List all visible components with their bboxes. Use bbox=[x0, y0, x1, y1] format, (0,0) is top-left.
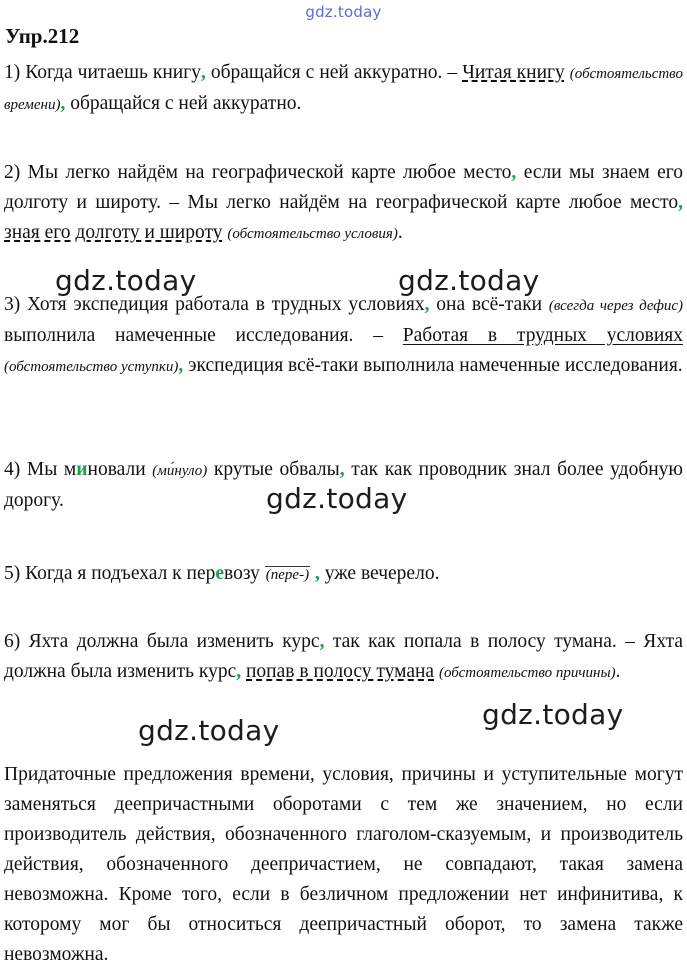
item3-note-1: (всегда через дефис) bbox=[548, 298, 683, 314]
watermark-5: gdz.today bbox=[138, 714, 280, 747]
watermark-2: gdz.today bbox=[398, 264, 540, 297]
item1-text-a: 1) Когда читаешь книгу bbox=[4, 62, 201, 83]
item2-text-c: . bbox=[397, 222, 403, 243]
item2-participle-phrase: зная его долготу и широту bbox=[4, 222, 223, 243]
item3-comma-2: , bbox=[178, 355, 184, 376]
item3-text-d: экспедиция всё-таки выполнила намеченные исследования. bbox=[183, 355, 683, 376]
item6-text-b: так как попала в полосу тумана. – Яхта должна была изменить курс bbox=[4, 631, 683, 682]
item3-participle-phrase: Работая в трудных условиях bbox=[402, 325, 683, 346]
answer-item-1 bbox=[4, 58, 683, 120]
exercise-title: Упр.212 bbox=[5, 24, 80, 48]
item4-text-c: крутые обвалы bbox=[207, 459, 340, 480]
answer-item-3 bbox=[4, 290, 683, 382]
item3-text-a: 3) Хотя экспедиция работала в трудных условиях bbox=[4, 294, 425, 315]
top-watermark: gdz.today bbox=[305, 3, 382, 21]
item4-text-d: так как проводник знал более удобную дорогу. bbox=[4, 459, 684, 511]
item2-note: (обстоятельство условия) bbox=[227, 226, 398, 242]
item6-text-c: . bbox=[615, 661, 621, 682]
item4-note: (ми́нуло) bbox=[152, 463, 208, 479]
item4-text-b: новали bbox=[87, 459, 153, 480]
item3-comma-1: , bbox=[424, 294, 430, 315]
item5-comma-1: , bbox=[310, 563, 320, 584]
item6-comma-1: , bbox=[319, 631, 325, 652]
watermark-1: gdz.today bbox=[55, 264, 197, 297]
item2-comma-1: , bbox=[511, 162, 517, 183]
answer-item-5 bbox=[4, 559, 683, 590]
item1-participle-phrase: Читая книгу bbox=[462, 62, 565, 83]
item3-note-2: (обстоятельство уступки) bbox=[4, 359, 179, 375]
item4-comma-1: , bbox=[339, 459, 345, 480]
item2-text-b: если мы знаем его долготу и широту. – Мы легко найдём на географической карте любое место bbox=[4, 162, 683, 213]
item1-text-c: обращайся с ней аккуратно. bbox=[65, 93, 302, 114]
item4-highlight-letter: и bbox=[76, 459, 88, 480]
item6-text-a: 6) Яхта должна была изменить курс bbox=[4, 631, 320, 652]
item5-text-b: возу bbox=[224, 563, 265, 584]
item6-note: (обстоятельство причины) bbox=[438, 665, 616, 681]
answer-item-2 bbox=[4, 158, 683, 249]
item6-comma-2: , bbox=[236, 661, 242, 682]
watermark-4: gdz.today bbox=[482, 698, 624, 731]
item1-text-b: обращайся с ней аккуратно. – bbox=[205, 62, 463, 83]
answer-item-6 bbox=[4, 627, 683, 688]
item5-note: (пере-) bbox=[265, 567, 310, 583]
item1-note: (обстоятельство времени) bbox=[4, 66, 683, 113]
item5-text-c: уже вечерело. bbox=[319, 563, 440, 584]
item1-comma-1: , bbox=[200, 62, 206, 83]
watermark-3: gdz.today bbox=[266, 482, 408, 515]
item2-text-a: 2) Мы легко найдём на географической карте любое место bbox=[4, 162, 512, 183]
item5-text-a: 5) Когда я подъехал к пер bbox=[4, 563, 216, 584]
item5-highlight-letter: е bbox=[215, 563, 225, 584]
item1-comma-2: , bbox=[60, 93, 66, 114]
item2-comma-2: , bbox=[678, 192, 683, 213]
item4-text-a: 4) Мы м bbox=[4, 459, 77, 480]
item3-text-b: она всё-таки bbox=[429, 294, 549, 315]
item3-text-c: выполнила намеченные исследования. – bbox=[4, 325, 403, 346]
item6-participle-phrase: попав в полосу тумана bbox=[246, 661, 435, 682]
rule-paragraph: Придаточные предложения времени, условия, причины и уступительные могут заменяться деепричастными оборотами с тем же значением, но если производитель действия, обозначенного глаголом-сказуемым, и производитель действия, обозначенного деепричастием, не совпадают, такая замена невозможна. Кроме того, если в безличном предложении нет инфинитива, к которому мог бы относиться деепричастный оборот, то замена также невозможна. bbox=[4, 764, 683, 965]
